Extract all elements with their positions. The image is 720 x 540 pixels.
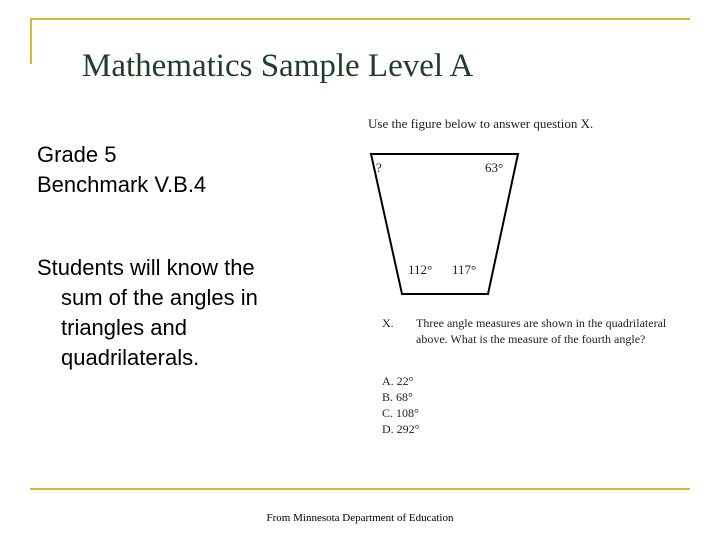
question-figure	[346, 110, 676, 460]
standard-statement	[37, 253, 258, 373]
statement-line: sum of the angles in	[61, 285, 258, 310]
statement-line: Students will know the	[37, 255, 255, 280]
grade-text: Grade 5	[37, 142, 117, 167]
angle-bottom-right: 117°	[452, 262, 477, 277]
angle-bottom-left: 112°	[408, 262, 433, 277]
question-line: Three angle measures are shown in the quadrilateral	[416, 316, 667, 330]
statement-line: triangles and	[61, 315, 187, 340]
bottom-rule	[30, 488, 690, 490]
left-rule	[30, 18, 32, 64]
answer-option: C. 108°	[382, 406, 419, 420]
angle-top-left: ?	[376, 160, 382, 175]
angle-top-right: 63°	[485, 160, 504, 175]
source-credit: From Minnesota Department of Education	[266, 512, 454, 524]
answer-option: B. 68°	[382, 390, 413, 404]
question-number: X.	[382, 316, 394, 330]
statement-line: quadrilaterals.	[61, 345, 200, 370]
benchmark-text: Benchmark V.B.4	[37, 172, 207, 197]
answer-option: A. 22°	[382, 374, 414, 388]
answer-option: D. 292°	[382, 422, 420, 436]
slide-title: Mathematics Sample Level A	[82, 48, 474, 84]
quadrilateral-shape	[346, 110, 676, 310]
question-line: above. What is the measure of the fourth angle?	[416, 332, 646, 346]
figure-instruction: Use the figure below to answer question X.	[368, 116, 594, 131]
top-rule	[30, 18, 690, 20]
